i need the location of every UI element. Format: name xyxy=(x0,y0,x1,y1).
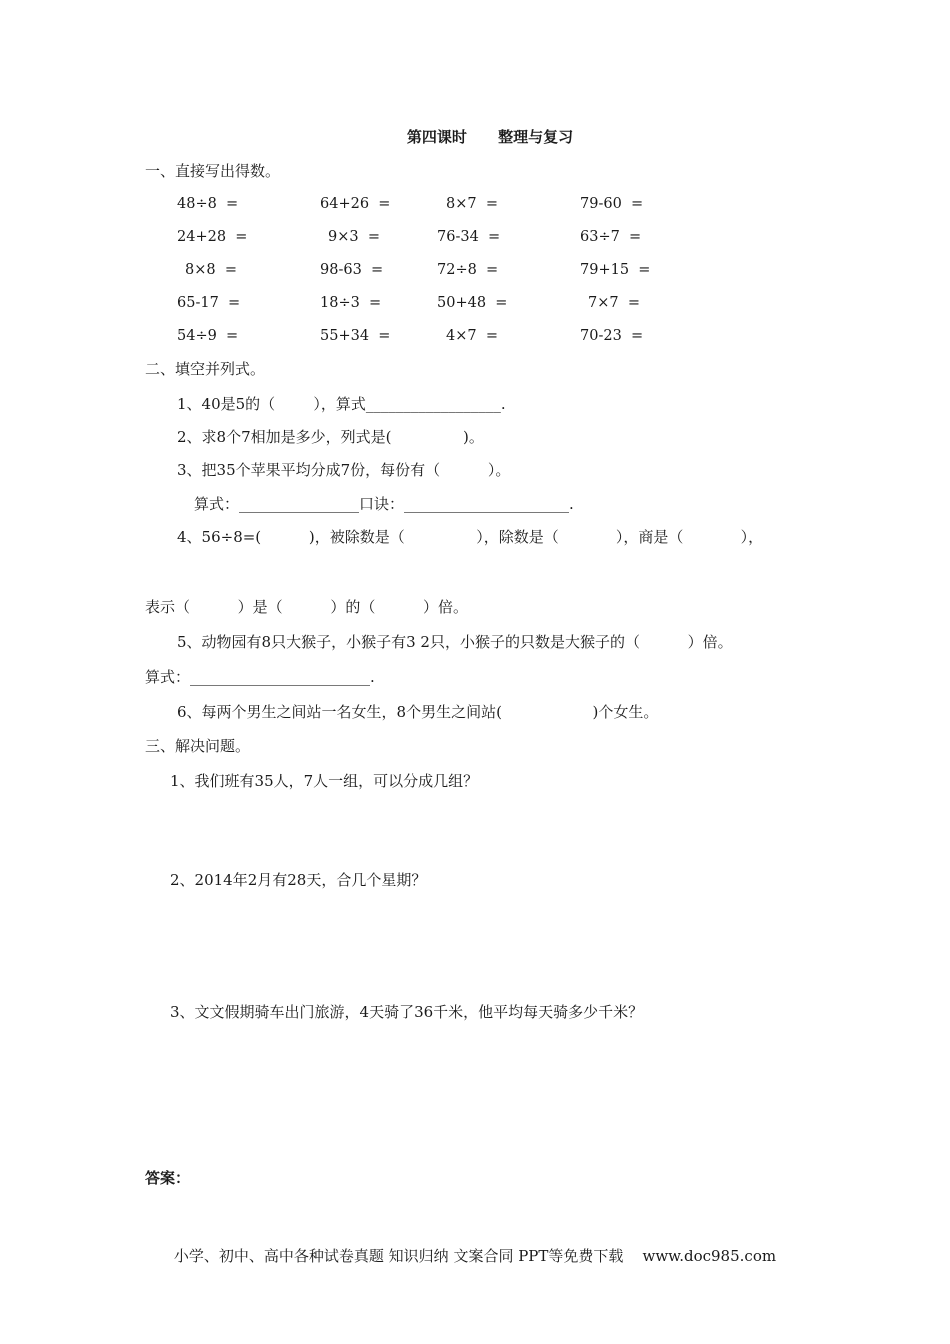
question-2-6: 6、每两个男生之间站一名女生，8个男生之间站( )个女生。 xyxy=(177,703,659,721)
question-3-3: 3、文文假期骑车出门旅游，4天骑了36千米，他平均每天骑多少千米？ xyxy=(170,1003,644,1021)
calc-item: 76-34 = xyxy=(437,229,501,245)
calc-item: 50+48 = xyxy=(437,295,508,311)
calc-item: 64+26 = xyxy=(320,196,391,212)
calc-item: 55+34 = xyxy=(320,328,391,344)
calc-item: 79+15 = xyxy=(580,262,651,278)
section1-heading: 一、直接写出得数。 xyxy=(145,162,281,180)
calc-item: 79-60 = xyxy=(580,196,644,212)
section2-heading: 二、填空并列式。 xyxy=(145,360,266,378)
calc-item: 98-63 = xyxy=(320,262,384,278)
question-2-5: 5、动物园有8只大猴子，小猴子有3 2只，小猴子的只数是大猴子的（ ）倍。 xyxy=(177,633,733,651)
calc-item: 65-17 = xyxy=(177,295,241,311)
footer-text: 小学、初中、高中各种试卷真题 知识归纳 文案合同 PPT等免费下载 www.doc985.com xyxy=(173,1247,777,1265)
question-2-3: 3、把35个苹果平均分成7份，每份有（ ）。 xyxy=(177,461,511,479)
question-3-1: 1、我们班有35人，7人一组，可以分成几组？ xyxy=(170,772,479,790)
calc-item: 72÷8 = xyxy=(437,262,499,278)
calc-item: 8×8 = xyxy=(185,262,237,278)
calc-item: 4×7 = xyxy=(446,328,498,344)
question-2-1: 1、40是5的（ ），算式__________________. xyxy=(177,395,506,413)
question-3-2: 2、2014年2月有28天，合几个星期？ xyxy=(170,871,427,889)
page-title: 第四课时 整理与复习 xyxy=(406,128,574,146)
calc-item: 7×7 = xyxy=(588,295,640,311)
calc-item: 24+28 = xyxy=(177,229,248,245)
question-2-4: 4、56÷8=( )，被除数是（ ），除数是（ ），商是（ ）， xyxy=(177,528,764,546)
question-2-2: 2、求8个7相加是多少，列式是( )。 xyxy=(177,428,484,446)
calc-item: 18÷3 = xyxy=(320,295,382,311)
calc-item: 8×7 = xyxy=(446,196,498,212)
calc-item: 48÷8 = xyxy=(177,196,239,212)
question-2-5-formula: 算式：________________________. xyxy=(145,668,375,686)
calc-item: 70-23 = xyxy=(580,328,644,344)
section3-heading: 三、解决问题。 xyxy=(145,737,251,755)
calc-item: 9×3 = xyxy=(328,229,380,245)
question-2-4-continued: 表示（ ）是（ ）的（ ）倍。 xyxy=(145,598,469,616)
question-2-3-formula: 算式：________________口诀：______________________. xyxy=(194,495,574,513)
calc-item: 54÷9 = xyxy=(177,328,239,344)
answer-label: 答案： xyxy=(145,1169,191,1187)
calc-item: 63÷7 = xyxy=(580,229,642,245)
